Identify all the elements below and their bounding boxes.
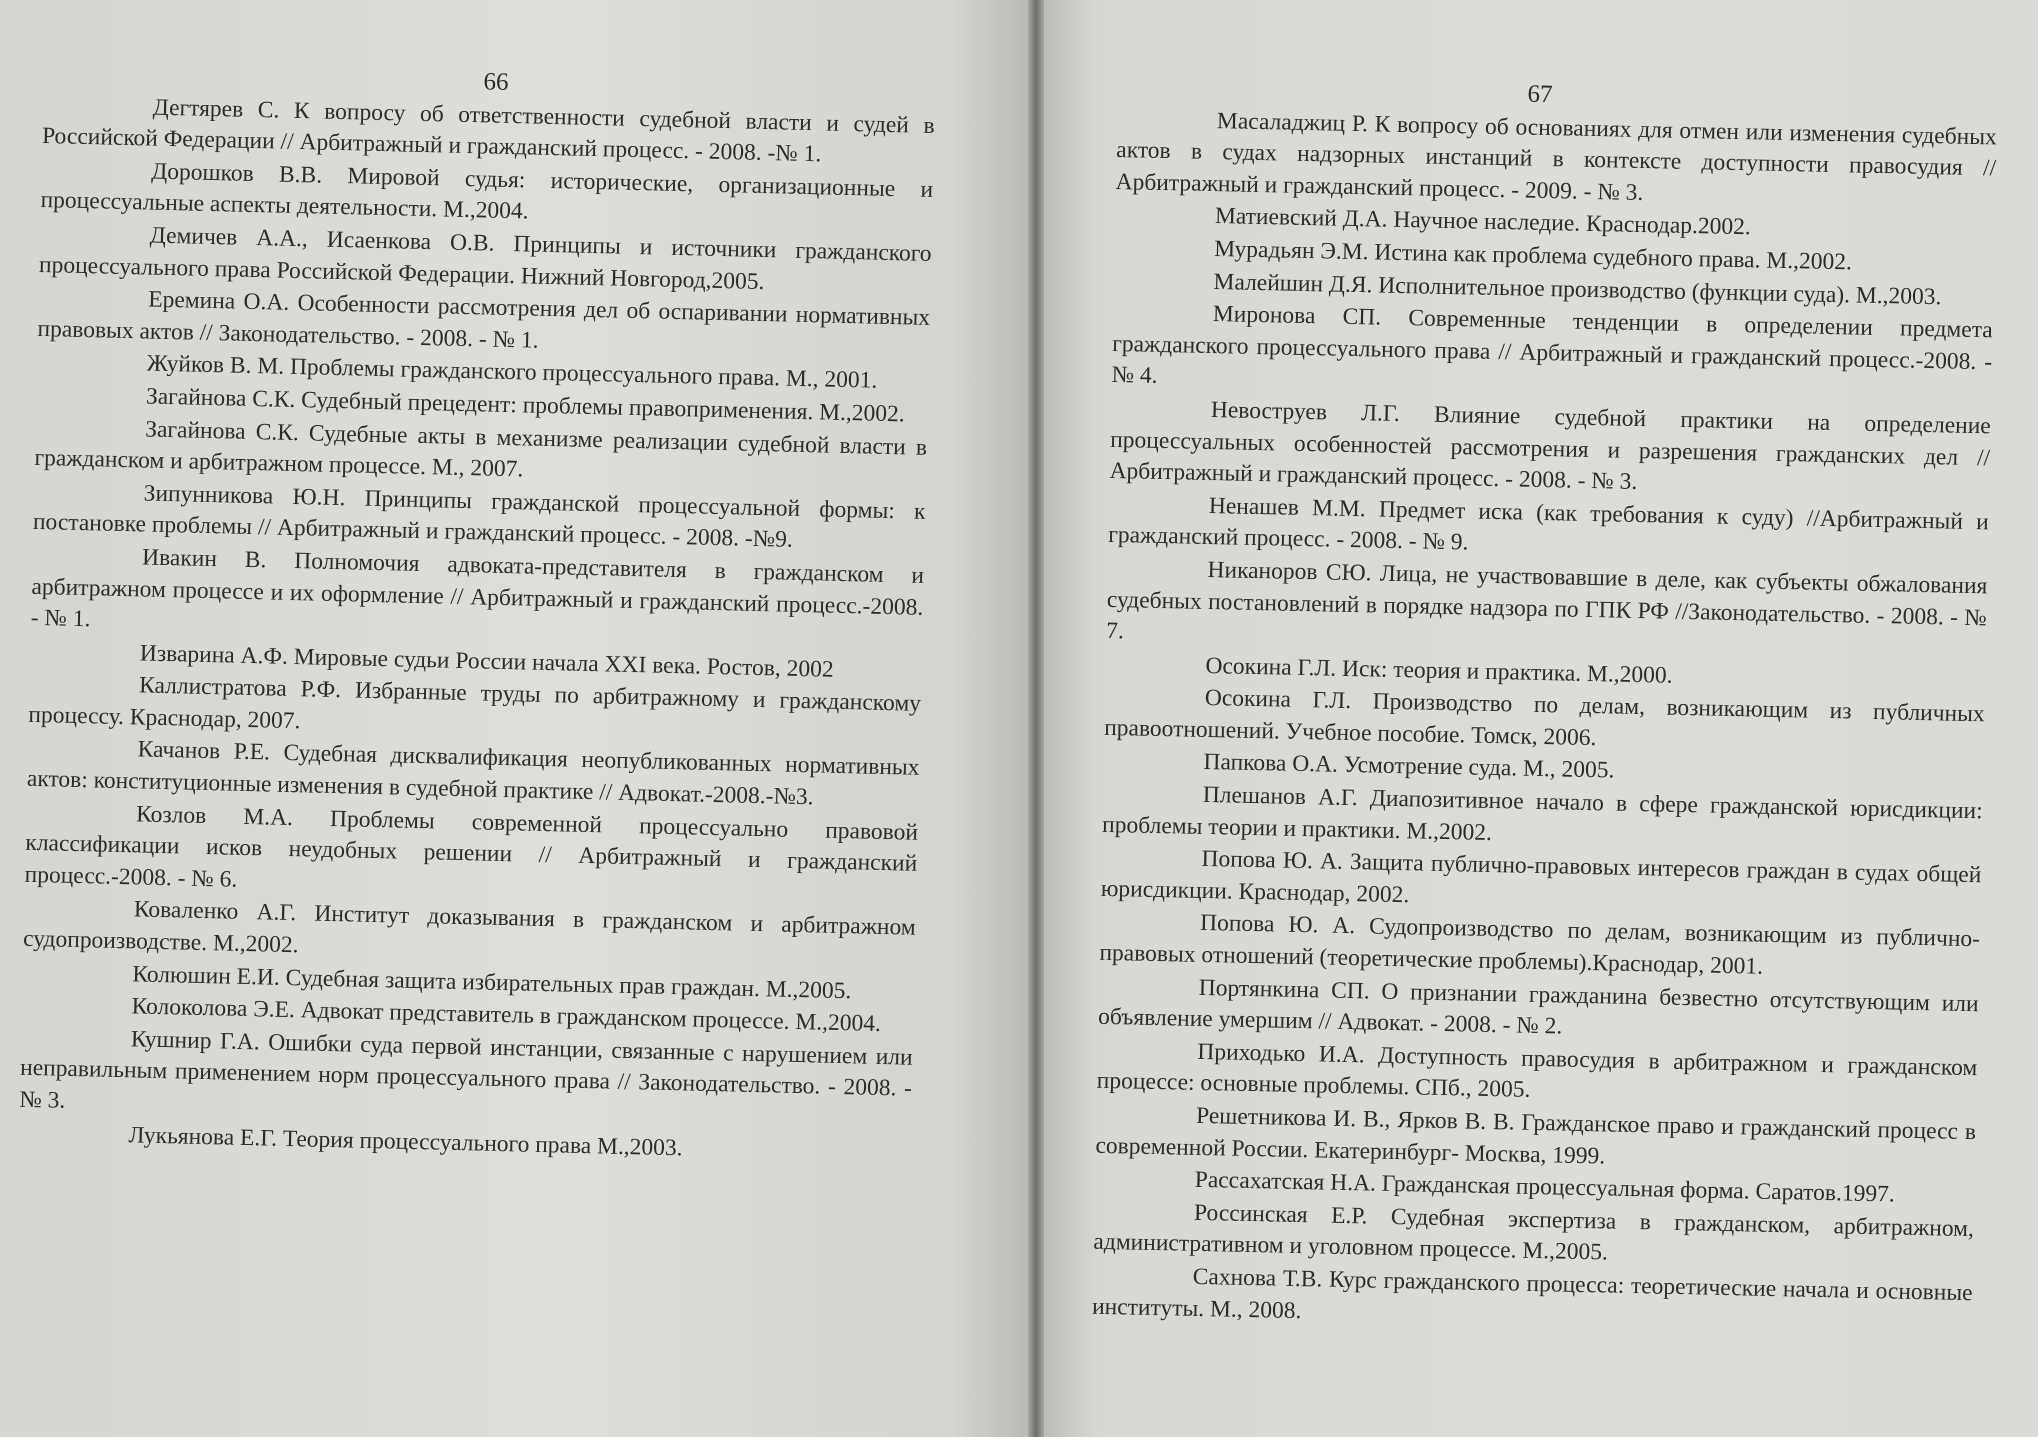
page-number: 66 xyxy=(483,68,509,96)
bibliography-entry: Миронова СП. Современные тенденции в определении предмета гражданского процессуального права // Арбитражный и гражданский процесс.-2008. - № 4. xyxy=(1111,301,1994,390)
bibliography-entry: Коваленко А.Г. Институт доказывания в гражданском и арбитражном судопроизводстве. М.,2002. xyxy=(22,896,916,959)
right-page xyxy=(1038,0,2038,1437)
bibliography-entry: Каллистратова Р.Ф. Избранные труды по арбитражному и гражданскому процессу. Краснодар, 2007. xyxy=(28,672,922,735)
book-gutter xyxy=(1028,0,1044,1437)
bibliography-entry: Россинская Е.Р. Судебная экспертиза в гражданском, арбитражном, административном и уголовном процессе. М.,2005. xyxy=(1093,1199,1975,1266)
bibliography-entry: Портянкина СП. О признании гражданина безвестно отсутствующим или объявление умершим // Адвокат. - 2008. - № 2. xyxy=(1097,974,1979,1040)
bibliography-entry: Загайнова С.К. Судебные акты в механизме реализации судебной власти в гражданском и арбитражном процессе. М., 2007. xyxy=(34,416,928,483)
bibliography-entry: Дорошков В.В. Мировой судья: исторические, организационные и процессуальные аспекты деятельности. М.,2004. xyxy=(40,158,934,225)
bibliography-entry: Попова Ю. А. Защита публично-правовых интересов граждан в судах общей юрисдикции. Краснодар, 2002. xyxy=(1100,846,1982,909)
bibliography-entry: Папкова О.А. Усмотрение суда. М., 2005. xyxy=(1203,749,1615,785)
bibliography-entry: Рассахатская Н.А. Гражданская процессуальная форма. Саратов.1997. xyxy=(1194,1167,1895,1208)
bibliography-entry: Масаладжиц Р. К вопросу об основаниях для отмен или изменения судебных актов в судах надзорных инстанций в контексте доступности правосудия // Арбитражный и гражданский процесс. - 2009. - № 3. xyxy=(1115,107,1998,206)
bibliography-entry: Зипунникова Ю.Н. Принципы гражданской процессуальной формы: к постановке проблемы // Арбитражный и гражданский процесс. - 2008. -№9. xyxy=(32,480,926,554)
bibliography-entry: Колюшин Е.И. Судебная защита избирательных прав граждан. М.,2005. xyxy=(132,960,852,1004)
bibliography-entry: Невоструев Л.Г. Влияние судебной практики на определение процессуальных особенностей рассмотрения и разрешения гражданских дел // Арбитражный и гражданский процесс. - 2008. - № 3. xyxy=(1109,396,1992,496)
bibliography-entry: Демичев А.А., Исаенкова О.В. Принципы и источники гражданского процессуального права Российской Федерации. Нижний Новгород,2005. xyxy=(38,222,932,295)
bibliography-entry: Решетникова И. В., Ярков В. В. Гражданское право и гражданский процесс в современной России. Екатеринбург- Москва, 1999. xyxy=(1095,1102,1977,1170)
bibliography-entry: Изварина А.Ф. Мировые судьи России начала XXI века. Ростов, 2002 xyxy=(139,640,834,683)
page-number: 67 xyxy=(1527,80,1553,109)
bibliography-entry: Ивакин В. Полномочия адвоката-представителя в гражданском и арбитражном процессе и их оформление // Арбитражный и гражданский процесс.-2008. - № 1. xyxy=(30,544,925,633)
left-page-text xyxy=(18,56,936,1171)
bibliography-entry: Попова Ю. А. Судопроизводство по делам, возникающим из публично- правовых отношений (теоретические проблемы).Краснодар, 2001. xyxy=(1099,910,1981,980)
bibliography-list xyxy=(1092,104,1997,1342)
bibliography-list xyxy=(18,90,935,1170)
bibliography-entry: Мурадьян Э.М. Истина как проблема судебного права. М.,2002. xyxy=(1213,236,1853,276)
right-page-text xyxy=(1092,70,1998,1342)
bibliography-entry: Плешанов А.Г. Диапозитивное начало в сфере гражданской юрисдикции: проблемы теории и практики. М.,2002. xyxy=(1101,782,1983,846)
bibliography-entry: Еремина О.А. Особенности рассмотрения дел об оспаривании нормативных правовых актов // Законодательство. - 2008. - № 1. xyxy=(37,286,931,354)
bibliography-entry: Загайнова С.К. Судебный прецедент: проблемы правоприменения. М.,2002. xyxy=(145,383,905,428)
bibliography-entry: Малейшин Д.Я. Исполнительное производство (функции суда). М.,2003. xyxy=(1213,268,1942,310)
bibliography-entry: Жуйков В. М. Проблемы гражданского процессуального права. М., 2001. xyxy=(146,350,878,395)
bibliography-entry: Колоколова Э.Е. Адвокат представитель в гражданском процессе. М.,2004. xyxy=(131,993,882,1038)
bibliography-entry: Матиевский Д.А. Научное наследие. Краснодар.2002. xyxy=(1214,203,1752,241)
bibliography-entry: Дегтярев С. К вопросу об ответственности судебной власти и судей в Российской Федерации // Арбитражный и гражданский процесс. - 2008. -№ 1. xyxy=(41,94,935,168)
bibliography-entry: Приходько И.А. Доступность правосудия в арбитражном и гражданском процессе: основные проблемы. СПб., 2005. xyxy=(1096,1038,1978,1104)
bibliography-entry: Сахнова Т.В. Курс гражданского процесса: теоретические начала и основные институты. М., 2008. xyxy=(1091,1263,1973,1324)
bibliography-entry: Качанов Р.Е. Судебная дисквалификация неопубликованных нормативных актов: конституционные изменения в судебной практике // Адвокат.-2008.-№3. xyxy=(26,736,920,811)
bibliography-entry: Никаноров СЮ. Лица, не участвовавшие в деле, как субъекты обжалования судебных постановлений в порядке надзора по ГПК РФ //Законодательство. - 2008. - № 7. xyxy=(1105,556,1988,645)
bibliography-entry: Козлов М.А. Проблемы современной процессуально правовой классификации исков неудобных решении // Арбитражный и гражданский процесс.-2008. - № 6. xyxy=(24,801,919,893)
bibliography-entry: Кушнир Г.А. Ошибки суда первой инстанции, связанные с нарушением или неправильным применением норм процессуального права // Законодательство. - 2008. - № 3. xyxy=(19,1026,913,1114)
bibliography-entry: Лукьянова Е.Г. Теория процессуального права М.,2003. xyxy=(128,1121,683,1161)
bibliography-entry: Осокина Г.Л. Иск: теория и практика. М.,2000. xyxy=(1205,652,1673,689)
bibliography-entry: Осокина Г.Л. Производство по делам, возникающим из публичных правоотношений. Учебное пособие. Томск, 2006. xyxy=(1103,685,1985,752)
bibliography-entry: Ненашев М.М. Предмет иска (как требования к суду) //Арбитражный и гражданский процесс. - 2008. - № 9. xyxy=(1107,492,1989,556)
